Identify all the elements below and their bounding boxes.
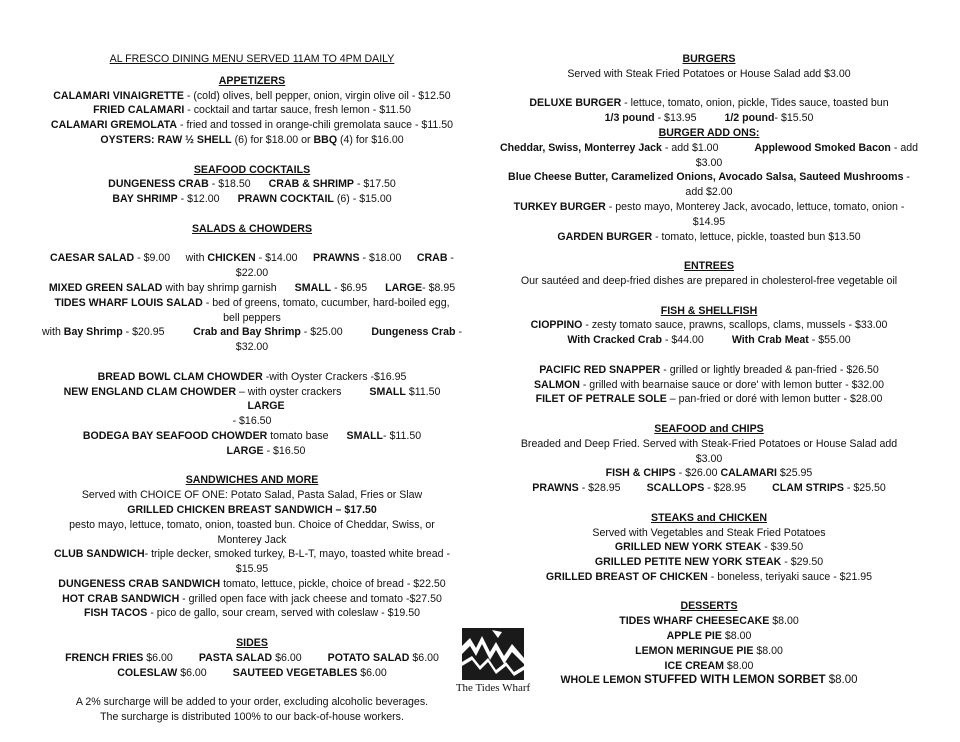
steaks-heading: STEAKS and CHICKEN	[651, 511, 767, 524]
menu-item: GRILLED NEW YORK STEAK - $39.50	[614, 541, 804, 554]
menu-item: GRILLED PETITE NEW YORK STEAK - $29.50	[594, 556, 824, 569]
menu-item-desc: Monterey Jack	[217, 533, 287, 546]
menu-item: FRIED CALAMARI - cocktail and tartar sauce, fresh lemon - $11.50	[93, 104, 411, 117]
menu-item: NEW ENGLAND CLAM CHOWDER – with oyster crackers SMALL $11.50LARGE	[63, 385, 441, 413]
menu-item: CALAMARI VINAIGRETTE - (cold) olives, bell pepper, onion, virgin olive oil - $12.50	[53, 89, 451, 102]
menu-item: BREAD BOWL CLAM CHOWDER -with Oyster Crackers -$16.95	[97, 370, 407, 383]
menu-item: HOT CRAB SANDWICH - grilled open face with jack cheese and tomato -$27.50	[62, 592, 442, 605]
fish-heading: FISH & SHELLFISH	[660, 304, 758, 317]
menu-item-desc: bell peppers	[223, 311, 281, 324]
menu-item: CAESAR SALAD - $9.00 with CHICKEN - $14.00 PRAWNS - $18.00 CRAB -	[50, 252, 454, 265]
menu-item: GRILLED BREAST OF CHICKEN - boneless, teriyaki sauce - $21.95	[545, 570, 873, 583]
menu-item-price: add $2.00	[685, 186, 733, 199]
menu-item: FISH & CHIPS - $26.00 CALAMARI $25.95	[605, 467, 813, 480]
menu-item-price: $3.00	[695, 156, 723, 169]
appetizers-heading: APPETIZERS	[218, 74, 286, 87]
menu-item: FRENCH FRIES $6.00 PASTA SALAD $6.00 POTATO SALAD $6.00	[65, 651, 439, 664]
menu-item: DUNGENESS CRAB - $18.50 CRAB & SHRIMP - $17.50	[108, 178, 396, 191]
section-intro: Served with Vegetables and Steak Fried Potatoes	[592, 526, 826, 539]
menu-item: Blue Cheese Butter, Caramelized Onions, Avocado Salsa, Sauteed Mushrooms -	[508, 171, 910, 184]
menu-item: CALAMARI GREMOLATA - fried and tossed in orange-chili gremolata sauce - $11.50	[50, 119, 454, 132]
menu-item: With Cracked Crab - $44.00 With Crab Meat - $55.00	[567, 334, 851, 347]
logo-caption: The Tides Wharf	[455, 682, 531, 694]
entrees-heading: ENTREES	[683, 260, 735, 273]
burgers-heading: BURGERS	[682, 53, 736, 65]
menu-item-price: $32.00	[235, 341, 269, 354]
menu-item-price: - $16.50	[232, 415, 272, 428]
menu-item: DELUXE BURGER - lettuce, tomato, onion, pickle, Tides sauce, toasted bun	[529, 97, 889, 110]
surcharge-note: The surcharge is distributed 100% to our back-of-house workers.	[100, 711, 404, 724]
section-intro: Our sautéed and deep-fried dishes are prepared in cholesterol-free vegetable oil	[520, 274, 898, 287]
menu-item: TURKEY BURGER - pesto mayo, Monterey Jack, avocado, lettuce, tomato, onion -	[513, 200, 905, 213]
menu-item: 1/3 pound - $13.95 1/2 pound- $15.50	[604, 112, 814, 125]
sides-heading: SIDES	[236, 637, 268, 650]
menu-item: LEMON MERINGUE PIE $8.00	[635, 644, 783, 657]
menu-item: GRILLED CHICKEN BREAST SANDWICH – $17.50	[127, 503, 377, 516]
sandwiches-heading: SANDWICHES AND MORE	[185, 474, 319, 487]
menu-item: ICE CREAM $8.00	[664, 659, 754, 672]
menu-item: TIDES WHARF CHEESECAKE $8.00	[619, 615, 799, 628]
menu-item: GARDEN BURGER - tomato, lettuce, pickle, toasted bun $13.50	[557, 230, 861, 243]
menu-item-price: $22.00	[235, 267, 269, 280]
menu-item-price: $14.95	[692, 215, 726, 228]
menu-item: TIDES WHARF LOUIS SALAD - bed of greens, tomato, cucumber, hard-boiled egg,	[54, 296, 450, 309]
section-intro: Breaded and Deep Fried. Served with Steak-Fried Potatoes or House Salad add	[520, 437, 898, 450]
menu-item: SALMON - grilled with bearnaise sauce or dore' with lemon butter - $32.00	[533, 378, 884, 391]
section-intro: Served with CHOICE OF ONE: Potato Salad, Pasta Salad, Fries or Slaw	[81, 489, 423, 502]
desserts-heading: DESSERTS	[680, 600, 738, 613]
menu-item: APPLE PIE $8.00	[666, 630, 752, 643]
left-column	[40, 52, 464, 725]
chips-heading: SEAFOOD and CHIPS	[654, 422, 764, 435]
salads-heading: SALADS & CHOWDERS	[191, 222, 313, 235]
section-intro: Served with Steak Fried Potatoes or House Salad add $3.00	[567, 67, 851, 80]
menu-item: BODEGA BAY SEAFOOD CHOWDER tomato base SMALL- $11.50LARGE - $16.50	[82, 429, 422, 457]
menu-item: DUNGENESS CRAB SANDWICH tomato, lettuce, pickle, choice of bread - $22.50	[58, 577, 446, 590]
section-intro: $3.00	[695, 452, 723, 465]
menu-item: BAY SHRIMP - $12.00 PRAWN COCKTAIL (6) - $15.00	[112, 193, 392, 206]
menu-item-price: $15.95	[235, 563, 269, 576]
menu-item: COLESLAW $6.00 SAUTEED VEGETABLES $6.00	[117, 666, 387, 679]
menu-item: PRAWNS - $28.95 SCALLOPS - $28.95 CLAM STRIPS - $25.50	[532, 482, 886, 495]
cocktails-heading: SEAFOOD COCKTAILS	[193, 163, 311, 176]
menu-title: AL FRESCO DINING MENU SERVED 11AM TO 4PM DAILY	[109, 53, 395, 65]
menu-item: with Bay Shrimp - $20.95 Crab and Bay Shrimp - $25.00 Dungeness Crab -	[42, 326, 462, 339]
menu-item: PACIFIC RED SNAPPER - grilled or lightly breaded & pan-fried - $26.50	[539, 363, 879, 376]
right-column	[500, 52, 918, 688]
menu-item: MIXED GREEN SALAD with bay shrimp garnish SMALL - $6.95 LARGE- $8.95	[48, 281, 456, 294]
menu-item: FISH TACOS - pico de gallo, sour cream, served with coleslaw - $19.50	[84, 607, 420, 620]
menu-item: WHOLE LEMON STUFFED WITH LEMON SORBET $8.00	[560, 674, 858, 687]
menu-item-desc: pesto mayo, lettuce, tomato, onion, toasted bun. Choice of Cheddar, Swiss, or	[69, 518, 435, 531]
addons-heading: BURGER ADD ONS:	[658, 126, 760, 139]
menu-item: CLUB SANDWICH- triple decker, smoked turkey, B-L-T, mayo, toasted white bread -	[53, 548, 451, 561]
menu-item: CIOPPINO - zesty tomato sauce, prawns, scallops, clams, mussels - $33.00	[530, 319, 888, 332]
menu-item: OYSTERS: RAW ½ SHELL (6) for $18.00 or BBQ (4) for $16.00	[100, 133, 404, 146]
menu-item: Cheddar, Swiss, Monterrey Jack - add $1.00 Applewood Smoked Bacon - add	[500, 141, 918, 154]
menu-item: FILET OF PETRALE SOLE – pan-fried or doré with lemon butter - $28.00	[535, 393, 883, 406]
surcharge-note: A 2% surcharge will be added to your order, excluding alcoholic beverages.	[75, 696, 429, 709]
